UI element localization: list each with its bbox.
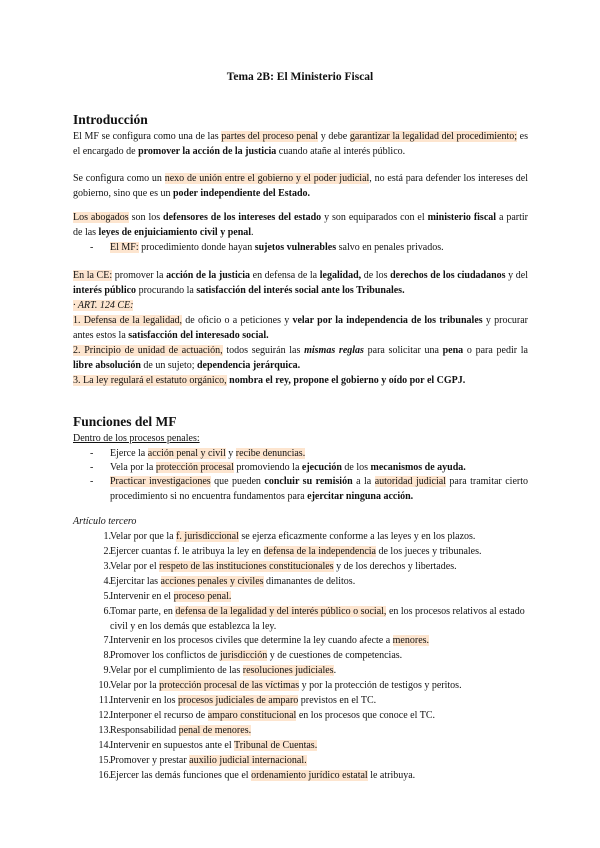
text: se ejerza eficazmente conforme a las leyes y en los plazos. <box>238 531 476 542</box>
bold-text: dependencia jerárquica. <box>197 360 301 371</box>
list-item <box>110 604 525 634</box>
function-bullet-2 <box>110 460 466 475</box>
highlight: 1. Defensa de la legalidad, <box>73 315 183 326</box>
bold-text: defensores de los intereses del estado <box>163 212 322 223</box>
list-item <box>110 529 525 544</box>
text: Intervenir en los procesos civiles que determine la ley cuando afecte a <box>110 635 393 646</box>
list-item <box>110 708 525 723</box>
text: todos seguirán las <box>222 345 305 356</box>
list-number: 15. <box>98 755 111 766</box>
highlight: Los abogados <box>73 212 129 223</box>
text: de los jueces y tribunales. <box>375 546 482 557</box>
bold-text: ejercitar ninguna acción. <box>307 491 414 502</box>
intro-heading: Introducción <box>73 112 148 127</box>
highlight: protección procesal <box>155 462 234 473</box>
function-bullet-3 <box>110 474 528 504</box>
text: de los <box>361 270 391 281</box>
highlight: acción penal y civil <box>147 448 226 459</box>
list-item <box>110 723 525 738</box>
text: Intervenir en supuestos ante el <box>110 740 234 751</box>
highlight: 3. La ley regulará el estatuto orgánico, <box>73 375 227 386</box>
text: Velar por el cumplimiento de las <box>110 665 243 676</box>
text: de un sujeto; <box>140 360 197 371</box>
bold-text: concluir su remisión <box>264 476 353 487</box>
bold-text: acción de la justicia <box>166 270 251 281</box>
text: Velar por que la <box>110 531 177 542</box>
text: de los <box>341 462 371 473</box>
list-number: 11. <box>98 695 111 706</box>
bold-text: pena <box>442 345 464 356</box>
text: y debe <box>318 131 350 142</box>
text: previstos en el TC. <box>298 695 377 706</box>
bold-text: poder independiente del Estado. <box>173 188 311 199</box>
highlight: nexo de unión entre el gobierno y el poder judicial <box>164 173 370 184</box>
bold-text: mismas reglas <box>304 345 364 356</box>
text: Promover y prestar <box>110 755 190 766</box>
text: Intervenir en el <box>110 591 174 602</box>
text: procurando la <box>136 285 197 296</box>
list-number: 12. <box>98 710 111 721</box>
list-item <box>110 693 525 708</box>
text: y por la protección de testigos y peritos. <box>299 680 462 691</box>
list-item <box>110 559 525 574</box>
list-item <box>110 574 525 589</box>
highlight: defensa de la legalidad y del interés público o social, <box>175 606 387 617</box>
text: dimanantes de delitos. <box>263 576 356 587</box>
intro-paragraph-1 <box>73 129 528 159</box>
intro-bullet <box>110 240 444 255</box>
list-number: 2. <box>103 546 111 557</box>
text: y de cuestiones de competencias. <box>267 650 403 661</box>
articulo-tercero-label: Artículo tercero <box>73 516 137 527</box>
list-number: 6. <box>103 606 111 617</box>
highlight: f. jurisdiccional <box>176 531 239 542</box>
text: salvo en penales privados. <box>336 242 444 253</box>
highlight: Practicar investigaciones <box>110 476 211 487</box>
highlight: autoridad judicial <box>374 476 446 487</box>
text: El MF se configura como una de las <box>73 131 222 142</box>
highlight: partes del proceso penal <box>221 131 319 142</box>
highlight: penal de menores. <box>178 725 252 736</box>
list-item <box>110 678 525 693</box>
text: para tramitar cierto procedimiento si no encuentra fundamentos para <box>110 476 528 502</box>
highlight: protección procesal de las víctimas <box>159 680 300 691</box>
bold-text: derechos de los ciudadanos <box>390 270 506 281</box>
list-number: 1. <box>103 531 111 542</box>
text: Interponer el recurso de <box>110 710 208 721</box>
bold-text: interés público <box>73 285 137 296</box>
bold-text: promover la acción de la justicia <box>138 146 277 157</box>
text: a partir de las <box>73 212 528 238</box>
text: de oficio o a peticiones y <box>182 315 293 326</box>
list-item <box>110 753 525 768</box>
text: y <box>225 448 236 459</box>
highlight: jurisdicción <box>219 650 268 661</box>
highlight: 2. Principio de unidad de actuación, <box>73 345 223 356</box>
text: Vela por la <box>110 462 156 473</box>
list-item <box>110 589 525 604</box>
list-item <box>110 768 525 783</box>
art124-label <box>73 298 133 313</box>
highlight: resoluciones judiciales <box>242 665 334 676</box>
bold-text: ministerio fiscal <box>427 212 497 223</box>
text: Ejercer cuantas f. le atribuya la ley en <box>110 546 264 557</box>
bullet-dash: - <box>90 448 94 459</box>
text: y procurar antes estos la <box>73 315 529 341</box>
highlight: recibe denuncias. <box>235 448 306 459</box>
list-number: 8. <box>103 650 111 661</box>
text: en los procesos relativos al estado civil y en los demás que establezca la ley. <box>110 606 525 632</box>
text: procedimiento donde hayan <box>138 242 255 253</box>
list-item <box>110 648 525 663</box>
highlight: auxilio judicial internacional. <box>189 755 307 766</box>
highlight: acciones penales y civiles <box>160 576 264 587</box>
text: son los <box>128 212 164 223</box>
list-item <box>110 544 525 559</box>
text: , no está para defender los intereses del gobierno, sino que es un <box>73 173 528 199</box>
text: Ejercer las demás funciones que el <box>110 770 252 781</box>
text: . <box>251 227 254 238</box>
bold-text: sujetos vulnerables <box>254 242 337 253</box>
document-title: Tema 2B: El Ministerio Fiscal <box>226 71 374 83</box>
list-number: 16. <box>98 770 111 781</box>
text: que pueden <box>210 476 265 487</box>
text: Ejercitar las <box>110 576 161 587</box>
list-item <box>110 633 525 648</box>
ce-paragraph <box>73 268 528 298</box>
list-number: 9. <box>103 665 111 676</box>
text: en los procesos que conoce el TC. <box>296 710 435 721</box>
highlight: menores. <box>392 635 430 646</box>
list-number: 14. <box>98 740 111 751</box>
text: es el encargado de <box>73 131 528 157</box>
functions-subheading: Dentro de los procesos penales: <box>73 433 200 444</box>
list-number: 3. <box>103 561 111 572</box>
list-number: 7. <box>103 635 111 646</box>
bullet-dash: - <box>90 462 94 473</box>
function-bullet-1 <box>110 446 305 461</box>
highlight: ordenamiento jurídico estatal <box>251 770 368 781</box>
highlight: proceso penal. <box>173 591 232 602</box>
text: en defensa de la <box>250 270 320 281</box>
text: y del <box>505 270 529 281</box>
highlight: amparo constitucional <box>207 710 297 721</box>
text: Intervenir en los <box>110 695 179 706</box>
intro-paragraph-2 <box>73 171 528 201</box>
text: Velar por la <box>110 680 160 691</box>
bold-text: mecanismos de ayuda. <box>370 462 466 473</box>
text: y son equiparados con el <box>321 212 428 223</box>
bold-text: velar por la independencia de los tribunales <box>292 315 483 326</box>
text: Se configura como un <box>73 173 165 184</box>
text: . <box>333 665 337 676</box>
highlight: · ART. 124 CE: <box>73 300 134 311</box>
text: para solicitar una <box>363 345 443 356</box>
bold-text: libre absolución <box>73 360 141 371</box>
art124-point-2 <box>73 343 528 373</box>
text: y de los derechos y libertades. <box>333 561 457 572</box>
highlight: En la CE: <box>73 270 113 281</box>
text: Ejerce la <box>110 448 148 459</box>
text: Tomar parte, en <box>110 606 176 617</box>
list-item <box>110 663 525 678</box>
list-number: 13. <box>98 725 111 736</box>
bold-text: satisfacción del interesado social. <box>128 330 269 341</box>
list-number: 5. <box>103 591 111 602</box>
list-item <box>110 738 525 753</box>
highlight: Tribunal de Cuentas. <box>233 740 318 751</box>
bold-text: legalidad, <box>319 270 362 281</box>
intro-paragraph-3 <box>73 210 528 240</box>
list-number: 10. <box>98 680 111 691</box>
bold-text: satisfacción del interés social ante los Tribunales. <box>196 285 405 296</box>
highlight: procesos judiciales de amparo <box>178 695 299 706</box>
highlight: respeto de las instituciones constitucionales <box>159 561 334 572</box>
text: promoviendo la <box>233 462 302 473</box>
bold-text: leyes de enjuiciamiento civil y penal <box>98 227 252 238</box>
highlight: El MF: <box>110 242 139 253</box>
functions-heading: Funciones del MF <box>73 414 177 429</box>
text: promover la <box>112 270 167 281</box>
text: cuando atañe al interés público. <box>276 146 406 157</box>
list-number: 4. <box>103 576 111 587</box>
text: le atribuya. <box>367 770 416 781</box>
art124-point-3 <box>73 373 465 388</box>
bold-text: nombra el rey, propone el gobierno y oído por el CGPJ. <box>226 375 466 386</box>
highlight: garantizar la legalidad del procedimiento; <box>349 131 518 142</box>
art124-point-1 <box>73 313 528 343</box>
text: a la <box>352 476 375 487</box>
bullet-dash: - <box>90 476 94 487</box>
text: o para pedir la <box>463 345 528 356</box>
text: Velar por el <box>110 561 160 572</box>
bullet-dash: - <box>90 242 94 253</box>
text: Promover los conflictos de <box>110 650 220 661</box>
bold-text: ejecución <box>301 462 342 473</box>
text: Responsabilidad <box>110 725 179 736</box>
highlight: defensa de la independencia <box>263 546 376 557</box>
